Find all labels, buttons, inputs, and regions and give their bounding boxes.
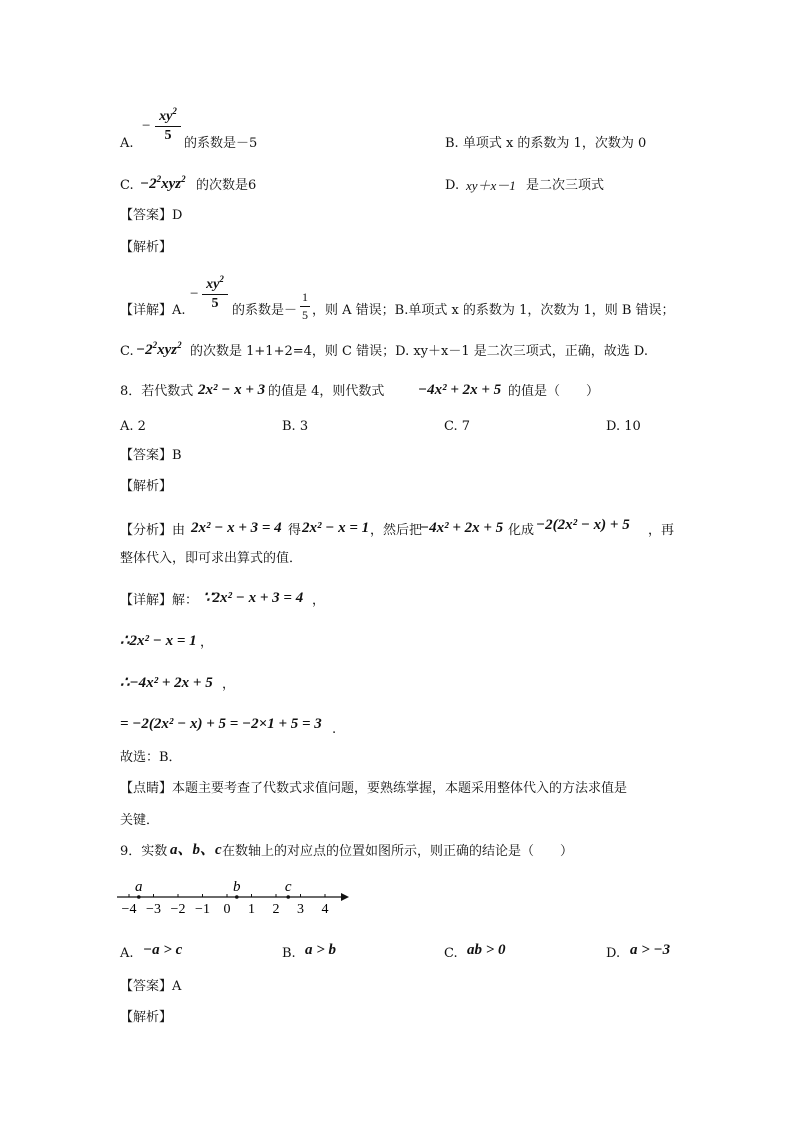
q8-xiangjie-expr: ∵2x² − x + 3 = 4 — [203, 590, 304, 606]
q8-option-d: D. 10 — [606, 419, 641, 434]
fraction-xy2-over-5: $xy^2$ 5 — [155, 106, 181, 144]
q7-option-a-text: 的系数是－5 — [184, 136, 258, 151]
q7-detail2-text: 的次数是 1+1+2=4，则 C 错误；D. xy＋x－1 是二次三项式，正确，故选 D. — [190, 344, 648, 359]
q7-option-d-expr: xy＋x－1 — [466, 178, 516, 193]
q8-analysis: 【解析】 — [120, 479, 173, 494]
axis-tick-label: 4 — [321, 902, 329, 917]
q8-stem-expr2: −4x² + 2x + 5 — [418, 382, 502, 398]
point-label-a: a — [135, 879, 143, 895]
point-c — [286, 895, 290, 899]
q8-answer: 【答案】B — [120, 448, 182, 463]
q8-stem-a: 8．若代数式 — [120, 384, 194, 399]
q9-stem-b: 在数轴上的对应点的位置如图所示，则正确的结论是（ ） — [222, 844, 574, 859]
q9-option-d-expr: a > −3 — [630, 942, 671, 958]
q9-option-a-expr: −a > c — [143, 942, 183, 958]
q9-option-b-expr: a > b — [305, 942, 337, 958]
q8-fenxi-a: 【分析】由 — [120, 523, 186, 538]
q7-option-c-expr: $-2^2xyz^2$ — [140, 174, 186, 192]
axis-tick-label: −2 — [170, 902, 186, 917]
axis-tick-label: −3 — [146, 902, 161, 917]
axis-tick-label: 2 — [272, 902, 280, 917]
q8-option-c: C. 7 — [444, 419, 471, 434]
q7-answer: 【答案】D — [120, 208, 183, 223]
q8-option-a: A. 2 — [120, 419, 146, 434]
point-a — [137, 895, 141, 899]
q9-option-d-label: D. — [606, 946, 621, 961]
axis-tick-label: 1 — [248, 902, 255, 917]
axis-tick-label: 3 — [297, 902, 304, 917]
q7-option-d-text: 是二次三项式 — [526, 178, 605, 193]
q7-option-c-label: C. — [120, 178, 134, 193]
q8-fenxi-expr4: −2(2x² − x) + 5 — [536, 517, 630, 533]
q8-step3: = −2(2x² − x) + 5 = −2×1 + 5 = 3 — [120, 716, 322, 732]
q9-stem-a: 9．实数 — [120, 844, 168, 859]
q9-answer: 【答案】A — [120, 979, 182, 994]
q8-stem-c: 的值是（ ） — [508, 384, 600, 399]
q7-option-c-text: 的次数是6 — [196, 178, 257, 193]
fraction-xy2-over-5: $xy^2$ 5 — [202, 274, 228, 312]
q8-fenxi-line2: 整体代入，即可求出算式的值． — [120, 551, 303, 566]
axis-tick-label: −1 — [195, 902, 210, 917]
q8-stem-expr1: 2x² − x + 3 — [198, 382, 266, 398]
fraction-1-over-5: 1 5 — [302, 290, 308, 322]
q8-step3-tail: . — [332, 722, 337, 737]
q8-stem-b: 的值是 4，则代数式 — [268, 384, 385, 399]
q9-option-a-label: A. — [120, 946, 134, 961]
q8-dianjing-line1: 【点睛】本题主要考查了代数式求值问题，要熟练掌握，本题采用整体代入的方法求值是 — [120, 781, 628, 796]
q7-option-a-label: A. — [120, 136, 134, 151]
q7-detail-text1: 的系数是－ — [232, 303, 298, 318]
q8-option-b: B. 3 — [282, 419, 309, 434]
q7-detail-label: 【详解】A. — [120, 303, 186, 318]
q9-option-c-expr: ab > 0 — [467, 942, 506, 958]
q8-fenxi-b: 得 — [288, 523, 302, 538]
q7-option-d-label: D. — [445, 178, 460, 193]
number-line — [115, 872, 355, 922]
q7-detail2-label: C. — [120, 344, 134, 359]
q8-step2: ∴−4x² + 2x + 5 — [120, 675, 213, 691]
axis-tick-label: 0 — [223, 902, 231, 917]
q8-fenxi-expr1: 2x² − x + 3 = 4 — [191, 520, 282, 536]
q9-stem-vars: a、b、c — [170, 842, 222, 858]
q7-detail-text2: ，则 A 错误；B.单项式 x 的系数为 1，次数为 1，则 B 错误； — [312, 303, 675, 318]
q8-guxuan: 故选：B． — [120, 750, 182, 765]
axis-tick-label: −4 — [121, 902, 137, 917]
minus-sign: − — [142, 118, 151, 134]
point-label-c: c — [284, 879, 292, 895]
q8-dianjing-line2: 关键． — [120, 813, 160, 828]
q7-analysis: 【解析】 — [120, 240, 173, 255]
q9-analysis: 【解析】 — [120, 1010, 173, 1025]
point-label-b: b — [233, 879, 241, 895]
q8-fenxi-e: ，再 — [648, 523, 675, 538]
q8-fenxi-expr3: −4x² + 2x + 5 — [420, 520, 504, 536]
q8-fenxi-d: 化成 — [508, 523, 535, 538]
q8-step2-tail: ， — [222, 677, 236, 692]
q8-fenxi-expr2: 2x² − x = 1 — [302, 520, 370, 536]
q8-step1: ∴2x² − x = 1 — [120, 633, 197, 649]
axis-arrow — [341, 893, 349, 901]
q8-xiangjie-a: 【详解】解： — [120, 593, 199, 608]
q8-xiangjie-tail: ， — [312, 593, 326, 608]
q8-step1-tail: ， — [200, 635, 214, 650]
q9-option-c-label: C. — [444, 946, 458, 961]
minus-sign: − — [190, 286, 199, 302]
q7-detail2-expr: $-2^2xyz^2$ — [136, 340, 182, 358]
q7-option-b: B. 单项式 x 的系数为 1，次数为 0 — [445, 136, 647, 151]
q8-fenxi-c: ，然后把 — [370, 523, 423, 538]
point-b — [235, 895, 239, 899]
q9-option-b-label: B. — [282, 946, 296, 961]
